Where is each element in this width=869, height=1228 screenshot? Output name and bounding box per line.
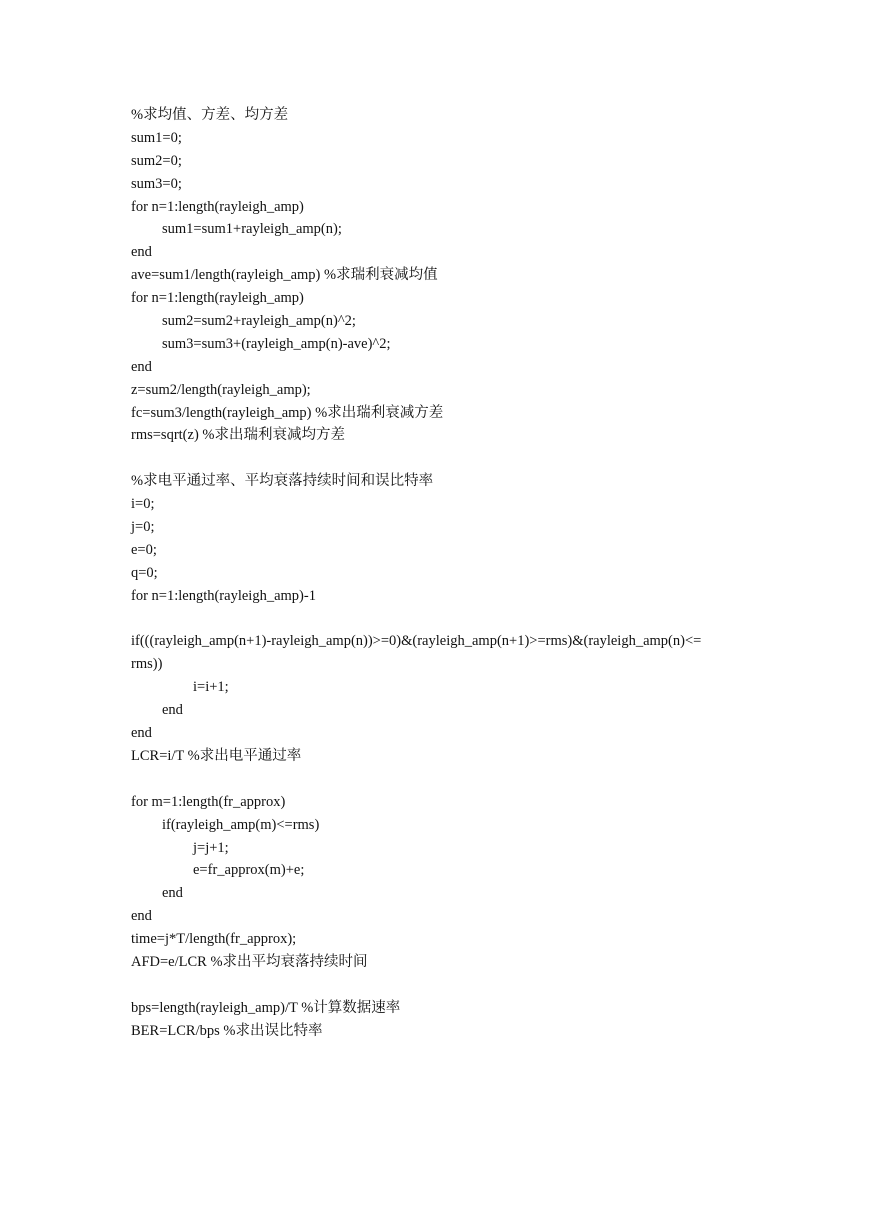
code-line: %求均值、方差、均方差 <box>131 107 289 123</box>
code-line: sum1=sum1+rayleigh_amp(n); <box>162 221 342 238</box>
code-line: j=j+1; <box>193 839 229 856</box>
blank-line <box>131 608 771 631</box>
code-line: for m=1:length(fr_approx) <box>131 793 286 810</box>
code-line: end <box>131 725 152 742</box>
code-line: fc=sum3/length(rayleigh_amp) %求出瑞利衰减方差 <box>131 404 444 421</box>
code-line: sum3=sum3+(rayleigh_amp(n)-ave)^2; <box>162 335 391 352</box>
code-line: ave=sum1/length(rayleigh_amp) %求瑞利衰减均值 <box>131 267 438 284</box>
blank-line <box>131 974 771 997</box>
code-line: end <box>131 244 152 261</box>
code-line: end <box>162 885 183 902</box>
code-line: i=0; <box>131 496 155 513</box>
code-line: sum2=sum2+rayleigh_amp(n)^2; <box>162 313 356 330</box>
code-line: e=0; <box>131 541 157 558</box>
blank-line <box>131 447 771 470</box>
code-line: end <box>131 908 152 925</box>
code-line: sum3=0; <box>131 175 182 192</box>
code-line: BER=LCR/bps %求出误比特率 <box>131 1022 323 1039</box>
code-line: j=0; <box>131 519 155 536</box>
code-listing <box>131 104 771 1043</box>
code-line: sum1=0; <box>131 129 182 146</box>
code-line: for n=1:length(rayleigh_amp) <box>131 198 304 215</box>
code-line: e=fr_approx(m)+e; <box>193 862 305 879</box>
code-line: for n=1:length(rayleigh_amp) <box>131 290 304 307</box>
code-line: i=i+1; <box>193 679 229 696</box>
code-line: sum2=0; <box>131 152 182 169</box>
code-line: end <box>131 358 152 375</box>
code-line: bps=length(rayleigh_amp)/T %计算数据速率 <box>131 999 401 1016</box>
code-line: if(rayleigh_amp(m)<=rms) <box>162 816 320 833</box>
code-line: rms=sqrt(z) %求出瑞利衰减均方差 <box>131 427 345 444</box>
code-line: time=j*T/length(fr_approx); <box>131 931 297 948</box>
blank-line <box>131 768 771 791</box>
code-line: end <box>162 702 183 719</box>
code-line: rms)) <box>131 656 163 673</box>
code-line: for n=1:length(rayleigh_amp)-1 <box>131 587 316 604</box>
code-line: z=sum2/length(rayleigh_amp); <box>131 381 311 398</box>
code-line: AFD=e/LCR %求出平均衰落持续时间 <box>131 953 368 970</box>
code-line: LCR=i/T %求出电平通过率 <box>131 747 302 764</box>
code-line: %求电平通过率、平均衰落持续时间和误比特率 <box>131 473 434 490</box>
code-line: q=0; <box>131 564 158 581</box>
code-line: if(((rayleigh_amp(n+1)-rayleigh_amp(n))>=0)&(rayleigh_amp(n+1)>=rms)&(rayleigh_amp(n)<= <box>131 633 702 650</box>
